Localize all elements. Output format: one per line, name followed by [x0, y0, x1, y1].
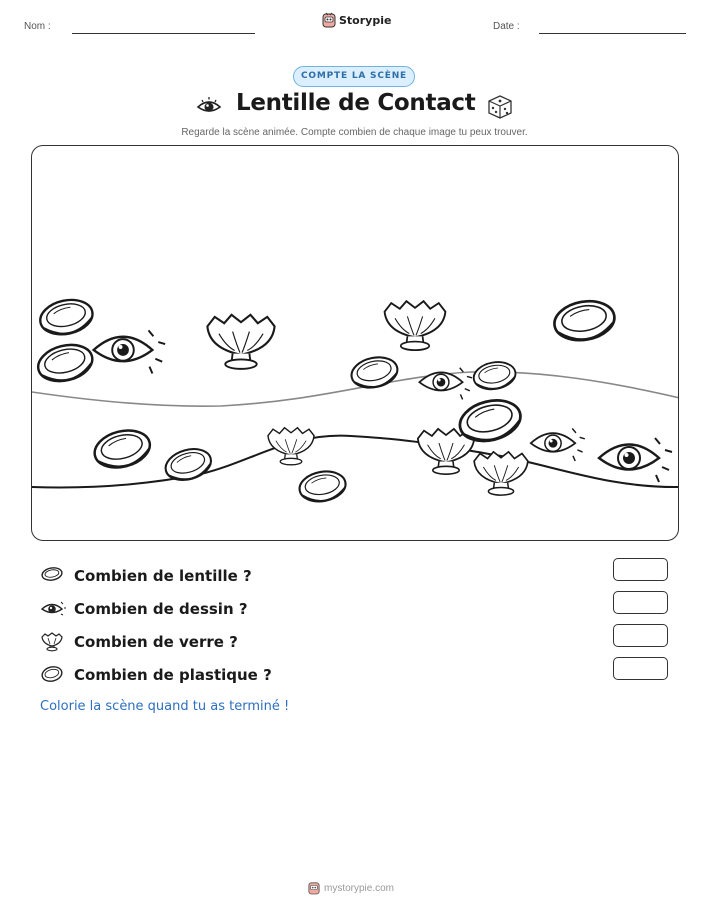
- date-field[interactable]: [539, 33, 686, 34]
- counting-scene: [31, 145, 679, 541]
- instructions: Regarde la scène animée. Compte combien de chaque image tu peux trouver.: [181, 127, 528, 138]
- page-title: Lentille de Contact: [236, 90, 476, 116]
- eye-1: [94, 330, 166, 373]
- question-plastic: [40, 664, 670, 690]
- plastic-lens-icon: [40, 665, 64, 685]
- question-label: Combien de dessin ?: [74, 600, 248, 618]
- answer-box-glass[interactable]: [613, 624, 668, 647]
- activity-badge: COMPTE LA SCÈNE: [293, 66, 415, 87]
- coloring-instruction: Colorie la scène quand tu as terminé !: [40, 699, 290, 714]
- cup-1: [207, 315, 274, 369]
- lens-1: [37, 295, 96, 339]
- lens-4: [349, 353, 401, 391]
- eye-3: [531, 428, 585, 461]
- brand-name: Storypie: [339, 13, 392, 27]
- question-drawing: [40, 598, 670, 624]
- answer-box-lens[interactable]: [613, 558, 668, 581]
- lens-5: [472, 359, 518, 392]
- eye-title-icon: [196, 96, 222, 116]
- cup-3: [268, 428, 314, 465]
- cup-5: [474, 452, 528, 495]
- question-label: Combien de plastique ?: [74, 666, 272, 684]
- answer-box-drawing[interactable]: [613, 591, 668, 614]
- question-label: Combien de lentille ?: [74, 567, 252, 585]
- dice-icon: [486, 94, 514, 120]
- storypie-mascot-icon: [322, 12, 336, 28]
- cup-icon: [40, 632, 64, 652]
- lens-6: [91, 425, 154, 473]
- lens-8: [297, 468, 348, 505]
- question-label: Combien de verre ?: [74, 633, 238, 651]
- lens-3: [551, 297, 617, 345]
- question-glass: [40, 631, 670, 657]
- brand-logo: [322, 12, 391, 28]
- name-field[interactable]: [72, 33, 255, 34]
- storypie-mascot-icon: [308, 881, 320, 895]
- cup-2: [385, 301, 446, 350]
- question-lens: [40, 565, 670, 591]
- lens-icon: [40, 566, 64, 584]
- eye-icon: [40, 599, 66, 617]
- lens-2: [34, 340, 96, 387]
- date-label: Date :: [493, 21, 520, 32]
- site-url[interactable]: mystorypie.com: [324, 882, 395, 894]
- eye-4: [599, 438, 672, 482]
- name-label: Nom :: [24, 21, 51, 32]
- site-footer: [308, 881, 394, 895]
- answer-box-plastic[interactable]: [613, 657, 668, 680]
